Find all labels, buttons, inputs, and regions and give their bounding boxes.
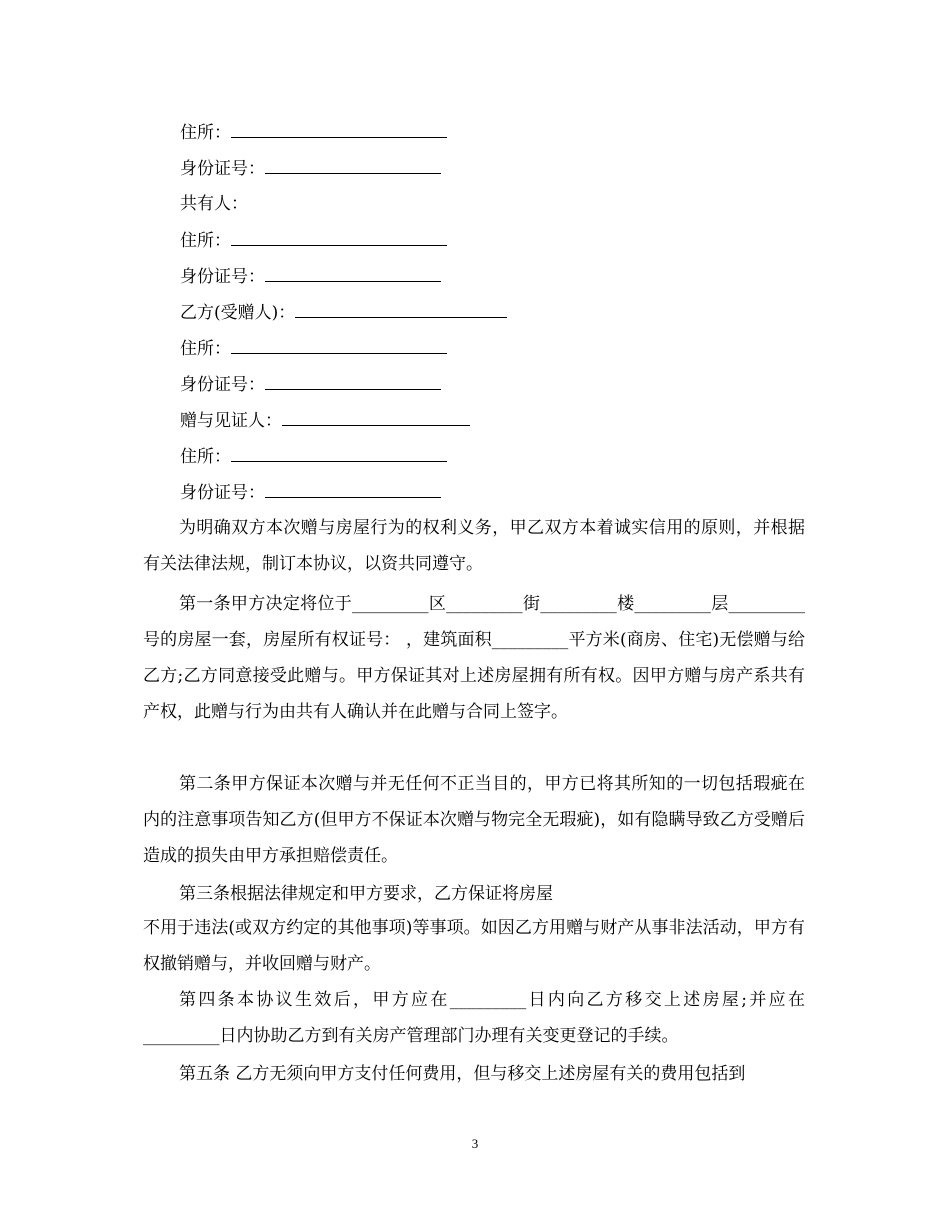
address-field xyxy=(180,444,447,469)
fill-blank[interactable] xyxy=(282,408,470,426)
fill-blank[interactable] xyxy=(265,480,441,498)
field-label: 住所： xyxy=(180,231,231,251)
field-label: 住所： xyxy=(180,447,231,467)
address-field xyxy=(180,120,447,145)
preamble-paragraph: 为明确双方本次赠与房屋行为的权利义务，甲乙双方本着诚实信用的原则，并根据有关法律法规，制订本协议，以资共同遵守。 xyxy=(143,518,805,574)
article-5-paragraph: 第五条 乙方无须向甲方支付任何费用，但与移交上述房屋有关的费用包括到 xyxy=(179,1064,746,1084)
article-4-paragraph: 第四条本协议生效后，甲方应在_________日内向乙方移交上述房屋;并应在_________日内协助乙方到有关房产管理部门办理有关变更登记的手续。 xyxy=(143,990,805,1046)
address-field xyxy=(180,228,447,253)
fill-blank[interactable] xyxy=(265,372,441,390)
fill-blank[interactable] xyxy=(231,228,447,246)
field-label: 身份证号： xyxy=(180,267,265,287)
article-2-paragraph: 第二条甲方保证本次赠与并无任何不正当目的，甲方已将其所知的一切包括瑕疵在内的注意事项告知乙方(但甲方不保证本次赠与物完全无瑕疵)，如有隐瞒导致乙方受赠后造成的损失由甲方承担赔偿责任。 xyxy=(143,774,805,866)
article-1-paragraph: 第一条甲方决定将位于_________区_________街_________楼_________层_________号的房屋一套，房屋所有权证号： ，建筑面积_________平方米(商房、住宅)无偿赠与给乙方;乙方同意接受此赠与。甲方保证其对上述房屋拥有所有权。因甲方赠与房产系共有产权，此赠与行为由共有人确认并在此赠与合同上签字。 xyxy=(143,594,805,722)
fill-blank[interactable] xyxy=(231,444,447,462)
id-number-field xyxy=(180,372,441,397)
fill-blank[interactable] xyxy=(231,336,447,354)
witness-field xyxy=(180,408,470,433)
field-label: 共有人： xyxy=(180,194,248,214)
article-3-paragraph: 第三条根据法律规定和甲方要求，乙方保证将房屋 xyxy=(179,884,553,904)
fill-blank[interactable] xyxy=(231,120,447,138)
field-label: 身份证号： xyxy=(180,159,265,179)
field-label: 身份证号： xyxy=(180,375,265,395)
article-3-continuation: 不用于违法(或双方约定的其他事项)等事项。如因乙方用赠与财产从事非法活动，甲方有权撤销赠与，并收回赠与财产。 xyxy=(143,918,805,974)
party-b-field xyxy=(180,300,507,325)
id-number-field xyxy=(180,156,441,181)
fill-blank[interactable] xyxy=(295,300,507,318)
field-label: 住所： xyxy=(180,339,231,359)
fill-blank[interactable] xyxy=(265,156,441,174)
id-number-field xyxy=(180,480,441,505)
id-number-field xyxy=(180,264,441,289)
field-label: 身份证号： xyxy=(180,483,265,503)
field-label: 赠与见证人： xyxy=(180,411,282,431)
address-field xyxy=(180,336,447,361)
co-owner-field xyxy=(180,192,248,216)
page-number: 3 xyxy=(471,1136,479,1151)
field-label: 乙方(受赠人)： xyxy=(180,303,296,323)
fill-blank[interactable] xyxy=(265,264,441,282)
field-label: 住所： xyxy=(180,123,231,143)
